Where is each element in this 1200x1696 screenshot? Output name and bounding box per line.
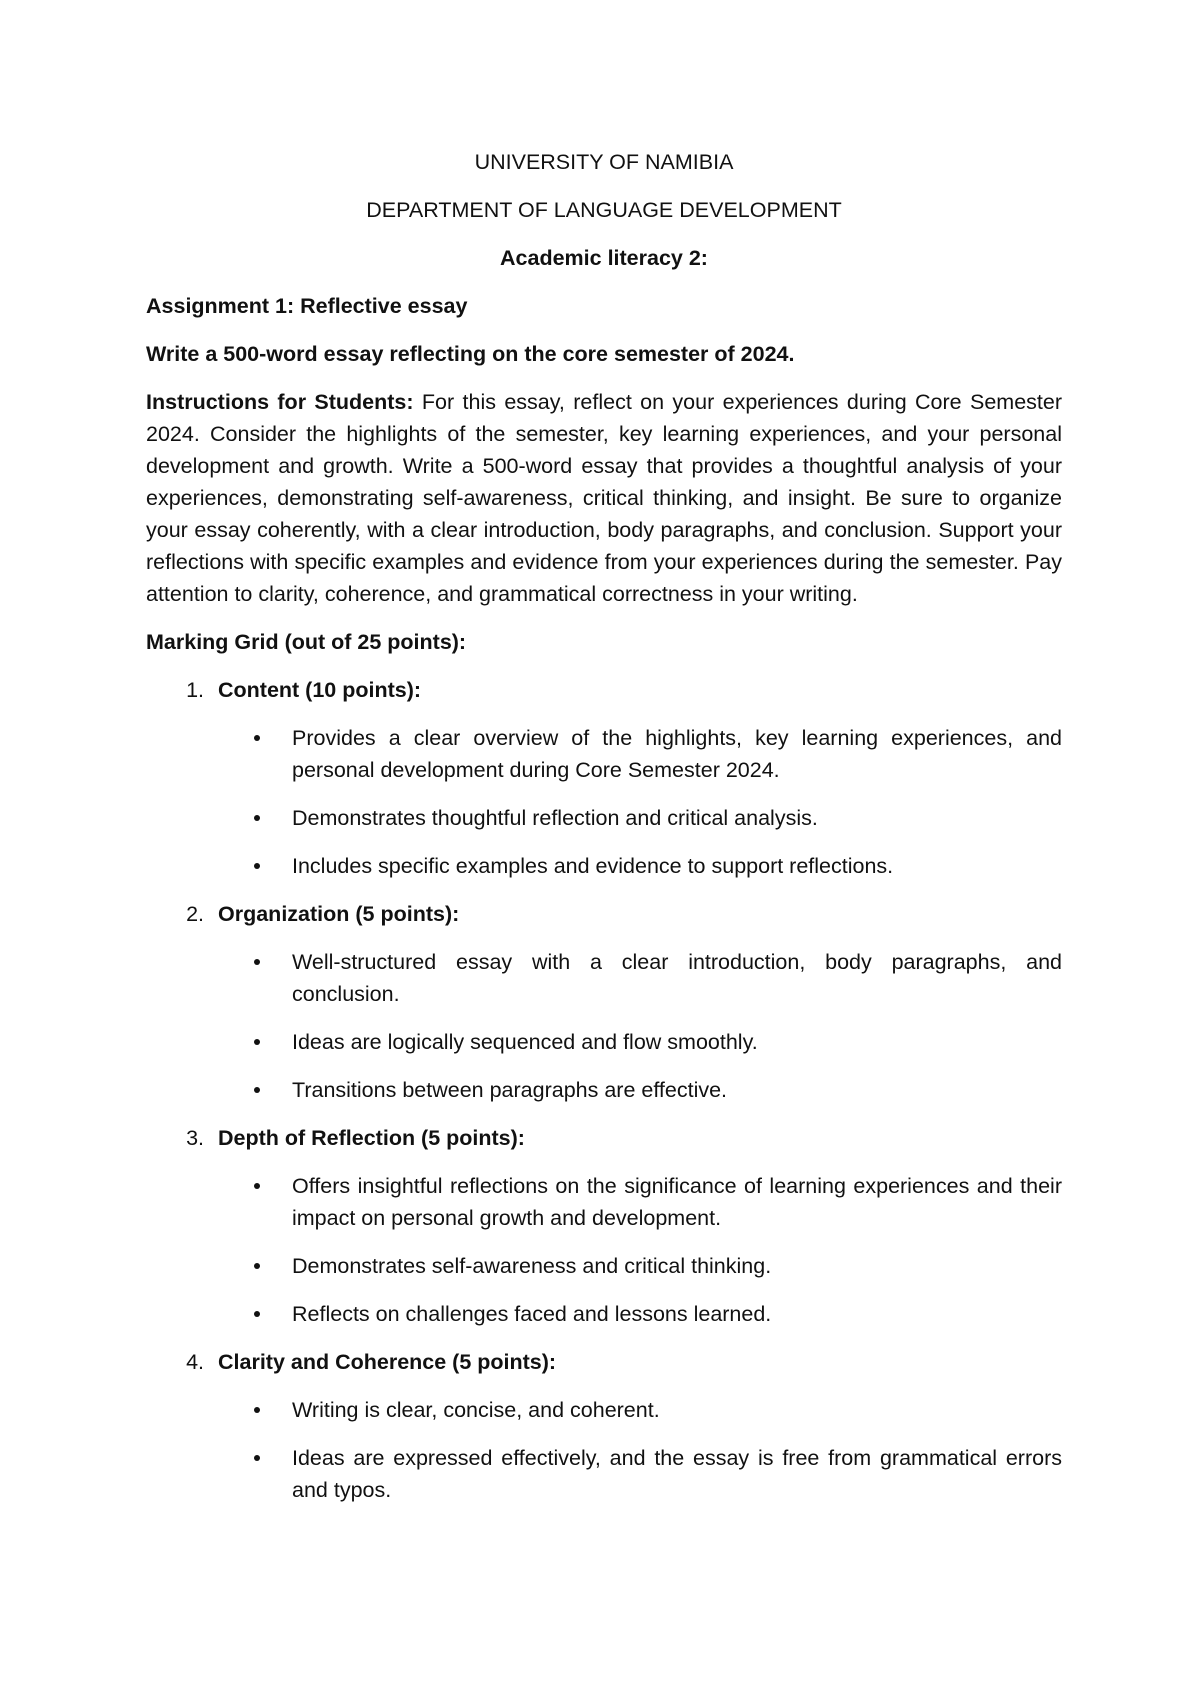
bullet-text: Ideas are expressed effectively, and the essay is free from grammatical errors and typos. [292, 1446, 1062, 1502]
list-item [146, 1074, 1062, 1106]
criterion-content [146, 674, 1062, 882]
criterion-title: Clarity and Coherence (5 points): [218, 1350, 557, 1374]
list-item [146, 1250, 1062, 1282]
bullet-icon [146, 850, 292, 882]
list-item [146, 722, 1062, 786]
bullet-icon [146, 1074, 292, 1106]
instructions-text: For this essay, reflect on your experiences during Core Semester 2024. Consider the highlights of the semester, key learning experiences, and your personal development and growth. Write a 500-word essay that provides a thoughtful analysis of your experiences, demonstrating self-awareness, critical thinking, and insight. Be sure to organize your essay coherently, with a clear introduction, body paragraphs, and conclusion. Support your reflections with specific examples and evidence from your experiences during the semester. Pay attention to clarity, coherence, and grammatical correctness in your writing. [146, 390, 1063, 606]
bullet-text: Writing is clear, concise, and coherent. [292, 1398, 660, 1422]
criterion-header [146, 1122, 1062, 1154]
assignment-title: Assignment 1: Reflective essay [146, 294, 468, 318]
criterion-number: 2. [186, 902, 204, 926]
list-item [146, 1442, 1062, 1506]
criterion-number: 4. [186, 1350, 204, 1374]
bullet-icon [146, 946, 292, 1010]
criterion-number: 3. [186, 1126, 204, 1150]
criterion-number: 1. [186, 678, 204, 702]
criterion-title: Depth of Reflection (5 points): [218, 1126, 525, 1150]
bullet-icon [146, 1026, 292, 1058]
instructions-paragraph [146, 386, 1062, 610]
bullet-icon [146, 802, 292, 834]
bullet-text: Includes specific examples and evidence to support reflections. [292, 854, 894, 878]
criterion-title: Content (10 points): [218, 678, 422, 702]
list-item [146, 1026, 1062, 1058]
criterion-depth-of-reflection [146, 1122, 1062, 1330]
criterion-organization [146, 898, 1062, 1106]
criterion-clarity-and-coherence [146, 1346, 1062, 1506]
bullet-icon [146, 1250, 292, 1282]
bullet-text: Transitions between paragraphs are effective. [292, 1078, 728, 1102]
bullet-list [146, 1170, 1062, 1330]
department-name: DEPARTMENT OF LANGUAGE DEVELOPMENT [366, 198, 842, 222]
list-item [146, 1298, 1062, 1330]
bullet-text: Offers insightful reflections on the significance of learning experiences and their impact on personal growth and development. [292, 1174, 1062, 1230]
bullet-text: Demonstrates self-awareness and critical thinking. [292, 1254, 772, 1278]
criteria-list [146, 674, 1062, 1506]
criterion-header [146, 1346, 1062, 1378]
list-item [146, 946, 1062, 1010]
bullet-text: Provides a clear overview of the highlights, key learning experiences, and personal development during Core Semester 2024. [292, 726, 1062, 782]
list-item [146, 850, 1062, 882]
assignment-task: Write a 500-word essay reflecting on the core semester of 2024. [146, 342, 795, 366]
bullet-list [146, 1394, 1062, 1506]
bullet-text: Demonstrates thoughtful reflection and critical analysis. [292, 806, 818, 830]
list-item [146, 1170, 1062, 1234]
criterion-header [146, 674, 1062, 706]
university-name: UNIVERSITY OF NAMIBIA [474, 150, 734, 174]
bullet-text: Well-structured essay with a clear introduction, body paragraphs, and conclusion. [292, 950, 1062, 1006]
bullet-icon [146, 722, 292, 786]
marking-grid-heading: Marking Grid (out of 25 points): [146, 630, 467, 654]
instructions-label: Instructions for Students: [146, 390, 414, 414]
bullet-icon [146, 1298, 292, 1330]
criterion-title: Organization (5 points): [218, 902, 460, 926]
bullet-icon [146, 1442, 292, 1506]
bullet-icon [146, 1170, 292, 1234]
bullet-list [146, 946, 1062, 1106]
bullet-text: Ideas are logically sequenced and flow smoothly. [292, 1030, 758, 1054]
bullet-text: Reflects on challenges faced and lessons learned. [292, 1302, 772, 1326]
document-page [146, 146, 1062, 1522]
bullet-list [146, 722, 1062, 882]
criterion-header [146, 898, 1062, 930]
bullet-icon [146, 1394, 292, 1426]
course-title: Academic literacy 2: [500, 246, 708, 270]
list-item [146, 1394, 1062, 1426]
list-item [146, 802, 1062, 834]
